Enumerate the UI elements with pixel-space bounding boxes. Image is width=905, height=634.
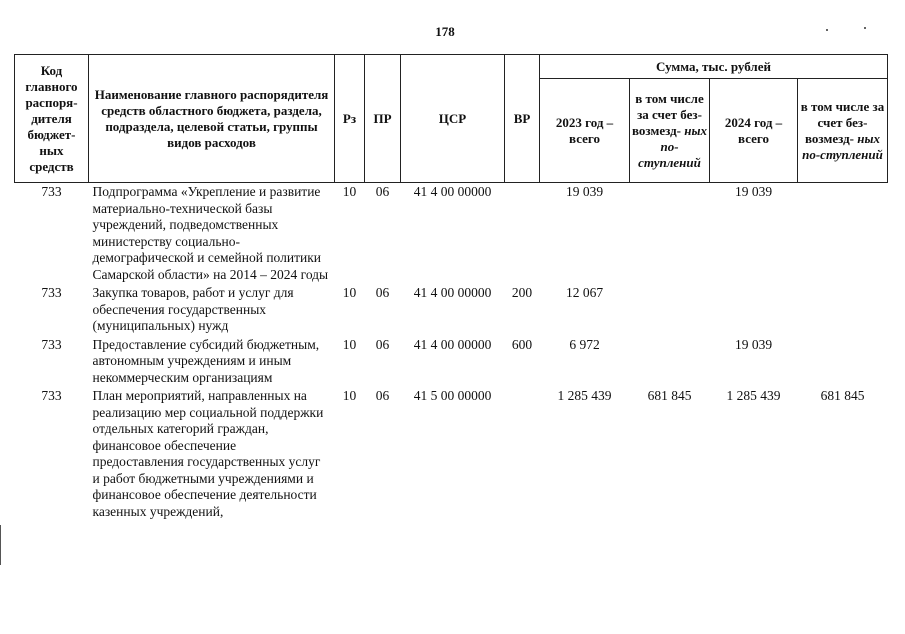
cell-sum-2024-free xyxy=(798,183,888,286)
cell-csr: 41 4 00 00000 xyxy=(413,336,492,352)
table-row xyxy=(15,183,888,286)
cell-vr: 200 xyxy=(511,285,533,300)
cell-rz: 10 xyxy=(342,336,357,352)
scan-edge-mark xyxy=(0,525,1,565)
cell-vr xyxy=(505,183,540,286)
cell-code: 733 xyxy=(41,285,62,300)
header-code: Код главного распоря-дителя бюджет-ных средств xyxy=(15,55,89,183)
header-incl-free-2023-line1: в том числе за счет без-возмезд- xyxy=(632,90,704,138)
cell-name: План мероприятий, направленных на реализацию мер социальной поддержки отдельных категорий граждан, финансовое обеспечение предоставления государственных услуг и работ бюджетными учреждениями и финансовое обеспечение деятельности казенных учреждений, xyxy=(92,388,324,519)
header-incl-free-2024-line2: ных по-ступлений xyxy=(802,130,883,162)
cell-pr: 06 xyxy=(375,285,390,300)
cell-code: 733 xyxy=(41,184,62,199)
scan-speck xyxy=(864,27,866,29)
header-vr: ВР xyxy=(505,55,540,183)
header-pr: ПР xyxy=(365,55,401,183)
budget-table xyxy=(14,54,888,522)
cell-sum-2024: 19 039 xyxy=(734,336,773,352)
header-total-2024: 2024 год – всего xyxy=(710,79,798,183)
cell-sum-2024 xyxy=(710,285,798,337)
cell-name: Предоставление субсидий бюджетным, автономным учреждениям и иным некоммерческим организациям xyxy=(92,336,320,385)
cell-sum-2024-free xyxy=(798,337,888,389)
header-total-2023: 2023 год – всего xyxy=(540,79,630,183)
cell-sum-2024-free xyxy=(798,285,888,337)
header-sum: Сумма, тыс. рублей xyxy=(540,55,888,79)
cell-sum-2024: 19 039 xyxy=(734,184,773,199)
table-body xyxy=(15,183,888,523)
cell-csr: 41 4 00 00000 xyxy=(413,184,492,199)
header-incl-free-2023-line2: ных по-ступлений xyxy=(638,122,707,170)
cell-name: Подпрограмма «Укрепление и развитие материально-технической базы учреждений, подведомственных министерству социально-демографической и семейной политики Самарской области» на 2014 – 2024 годы xyxy=(92,184,329,282)
cell-pr: 06 xyxy=(375,388,390,403)
cell-rz: 10 xyxy=(342,388,357,403)
table-header xyxy=(15,55,888,183)
cell-sum-2023: 12 067 xyxy=(565,285,604,300)
cell-name: Закупка товаров, работ и услуг для обеспечения государственных (муниципальных) нужд xyxy=(92,285,294,333)
cell-vr: 600 xyxy=(511,336,533,352)
cell-pr: 06 xyxy=(375,336,390,352)
header-rz: Рз xyxy=(335,55,365,183)
cell-vr xyxy=(505,388,540,522)
cell-code: 733 xyxy=(41,336,62,352)
cell-sum-2024-free: 681 845 xyxy=(820,388,865,403)
cell-sum-2023: 6 972 xyxy=(569,336,600,352)
cell-rz: 10 xyxy=(342,285,357,300)
cell-sum-2023-free: 681 845 xyxy=(647,388,692,403)
cell-sum-2024: 1 285 439 xyxy=(726,388,781,403)
header-incl-free-2023 xyxy=(630,79,710,183)
table-row xyxy=(15,337,888,389)
cell-code: 733 xyxy=(41,388,62,403)
cell-sum-2023-free xyxy=(630,337,710,389)
table-row xyxy=(15,388,888,522)
header-name: Наименование главного распорядителя средств областного бюджета, раздела, подраздела, целевой статьи, группы видов расходов xyxy=(89,55,335,183)
scan-speck xyxy=(826,29,828,31)
cell-sum-2023-free xyxy=(630,285,710,337)
header-incl-free-2024-line1: в том числе за счет без-возмезд- xyxy=(800,98,885,146)
cell-pr: 06 xyxy=(375,184,390,199)
cell-sum-2023-free xyxy=(630,183,710,286)
cell-sum-2023: 19 039 xyxy=(565,184,604,199)
header-incl-free-2024 xyxy=(798,79,888,183)
cell-sum-2023: 1 285 439 xyxy=(557,388,612,403)
table-row xyxy=(15,285,888,337)
header-csr: ЦСР xyxy=(401,55,505,183)
page-number: 178 xyxy=(435,24,455,39)
cell-rz: 10 xyxy=(342,184,357,199)
cell-csr: 41 4 00 00000 xyxy=(413,285,492,300)
cell-csr: 41 5 00 00000 xyxy=(413,388,492,403)
